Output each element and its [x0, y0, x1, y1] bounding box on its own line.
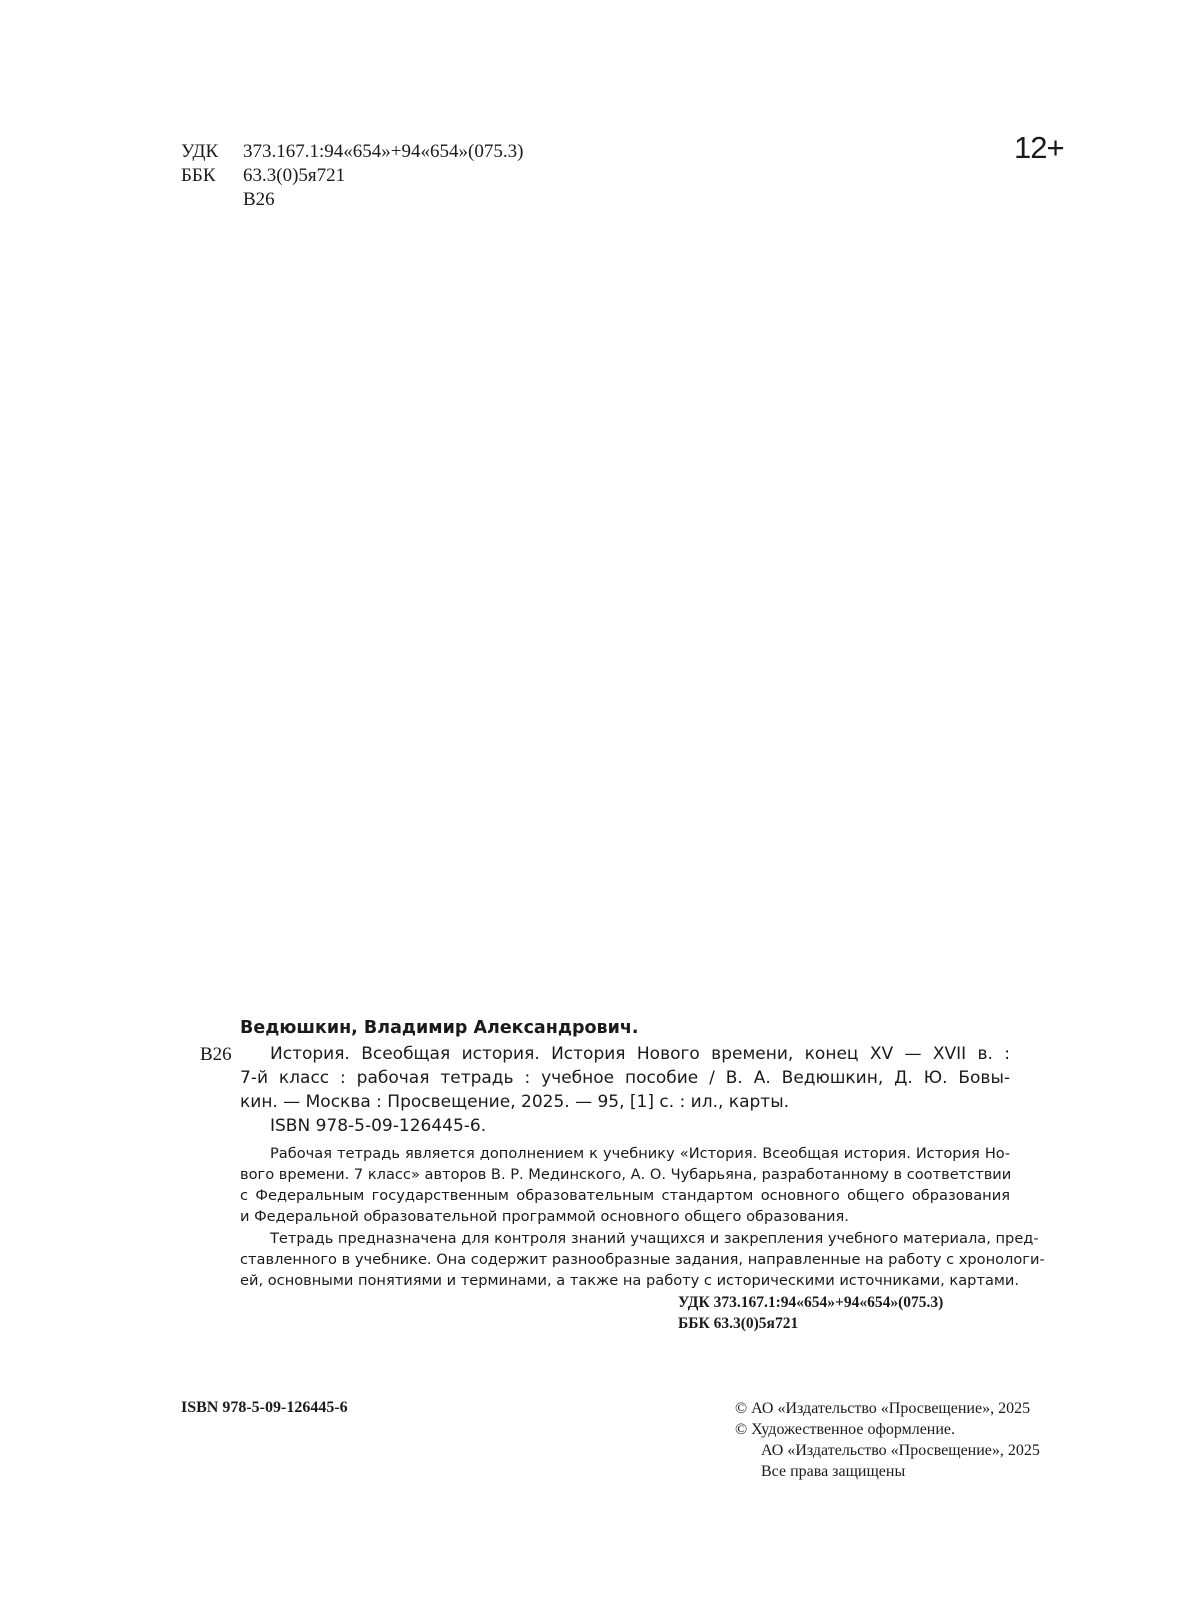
annotation-p1-line-3: с Федеральным государственным образовательным стандартом основного общего образования [240, 1187, 1010, 1204]
card-isbn: ISBN 978-5-09-126445-6. [270, 1116, 487, 1136]
card-bbk: ББК 63.3(0)5я721 [678, 1315, 799, 1332]
annotation-p2-line-2: ставленного в учебнике. Она содержит разнообразные задания, направленные на работу с хронологи- [240, 1251, 1045, 1268]
card-desc-line-2: 7-й класс : рабочая тетрадь : учебное пособие / В. А. Ведюшкин, Д. Ю. Бовы- [240, 1068, 1010, 1088]
footer-isbn: ISBN 978-5-09-126445-6 [181, 1399, 348, 1416]
annotation-p1-line-2: вого времени. 7 класс» авторов В. Р. Мединского, А. О. Чубарьяна, разработанному в соответствии [240, 1166, 1012, 1183]
copyright-line-2: © Художественное оформление. [735, 1421, 956, 1438]
udk-line [181, 140, 601, 164]
copyright-line-1: © АО «Издательство «Просвещение», 2025 [735, 1400, 1031, 1417]
annotation-p1-line-1: Рабочая тетрадь является дополнением к учебнику «История. Всеобщая история. История Но- [270, 1145, 1010, 1162]
udk-value: 373.167.1:94«654»+94«654»(075.3) [243, 141, 524, 162]
card-desc-line-3: кин. — Москва : Просвещение, 2025. — 95, [1] с. : ил., карты. [240, 1092, 790, 1112]
copyright-line-3: АО «Издательство «Просвещение», 2025 [761, 1442, 1040, 1459]
card-mark: В26 [200, 1044, 232, 1065]
bbk-value: 63.3(0)5я721 [243, 165, 346, 186]
bbk-label: ББК [181, 165, 216, 186]
annotation-p2-line-3: ей, основными понятиями и терминами, а также на работу с историческими источниками, картами. [240, 1272, 1020, 1289]
annotation-p1-line-4: и Федеральной образовательной программой основного общего образования. [240, 1208, 849, 1225]
card-udk: УДК 373.167.1:94«654»+94«654»(075.3) [678, 1294, 944, 1311]
bbk-line [181, 164, 601, 188]
copyright-line-4: Все права защищены [761, 1463, 906, 1480]
annotation-p2-line-1: Тетрадь предназначена для контроля знаний учащихся и закрепления учебного материала, пред- [270, 1230, 1039, 1247]
card-desc-line-1: История. Всеобщая история. История Нового времени, конец XV — XVII в. : [270, 1044, 1010, 1064]
udk-label: УДК [181, 141, 219, 162]
card-author: Ведюшкин, Владимир Александрович. [240, 1018, 639, 1038]
age-rating-badge: 12+ [1014, 130, 1064, 165]
author-mark: В26 [243, 189, 275, 210]
